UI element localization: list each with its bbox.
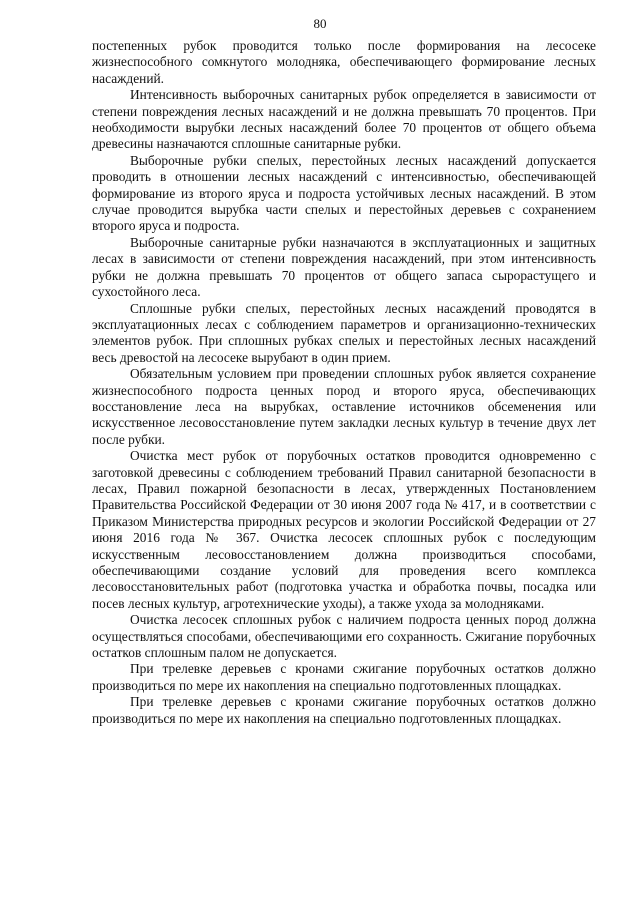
paragraph-2: Интенсивность выборочных санитарных рубок определяется в зависимости от степени повреждения лесных насаждений и не должна превышать 70 процентов. При необходимости вырубки лесных насаждений более 70 процентов от общего объема древесины назначаются сплошные санитарные рубки. xyxy=(92,87,596,152)
document-body xyxy=(92,38,596,727)
paragraph-7: Очистка мест рубок от порубочных остатков проводится одновременно с заготовкой древесины с соблюдением требований Правил санитарной безопасности в лесах, Правил пожарной безопасности в лесах, утвержденных Постановлением Правительства Российской Федерации от 30 июня 2007 года № 417, и в соответствии с Приказом Министерства природных ресурсов и экологии Российской Федерации от 27 июня 2016 года № 367. Очистка лесосек сплошных рубок с последующим искусственным лесовосстановлением должна производиться способами, обеспечивающими создание условий для проведения всего комплекса лесовосстановительных работ (подготовка участка и обработка почвы, посадка или посев лесных культур, агротехнические уходы), а также ухода за молодняками. xyxy=(92,448,596,611)
paragraph-8: Очистка лесосек сплошных рубок с наличием подроста ценных пород должна осуществляться способами, обеспечивающими его сохранность. Сжигание порубочных остатков сплошным палом не допускается. xyxy=(92,612,596,661)
paragraph-6: Обязательным условием при проведении сплошных рубок является сохранение жизнеспособного подроста ценных пород и второго яруса, обеспечивающих восстановление леса на вырубках, оставление источников обсеменения или искусственное лесовосстановление путем закладки лесных культур в течение двух лет после рубки. xyxy=(92,366,596,447)
paragraph-5: Сплошные рубки спелых, перестойных лесных насаждений проводятся в эксплуатационных лесах с соблюдением параметров и организационно-технических элементов рубок. При сплошных рубках спелых и перестойных лесных насаждений весь древостой на лесосеке вырубают в один прием. xyxy=(92,300,596,365)
paragraph-3: Выборочные рубки спелых, перестойных лесных насаждений допускается проводить в отношении лесных насаждений с интенсивностью, обеспечивающей формирование из второго яруса и подроста устойчивых лесных насаждений. В этом случае проводится вырубка части спелых и перестойных деревьев с сохранением второго яруса и подроста. xyxy=(92,152,596,234)
paragraph-9: При трелевке деревьев с кронами сжигание порубочных остатков должно производиться по мере их накопления на специально подготовленных площадках. xyxy=(92,661,596,693)
paragraph-4: Выборочные санитарные рубки назначаются в эксплуатационных и защитных лесах в зависимости от степени повреждения насаждений, при этом интенсивность рубки не должна превышать 70 процентов от общего запаса сырорастущего и сухостойного леса. xyxy=(92,234,596,300)
page-number: 80 xyxy=(313,16,327,31)
paragraph-10: При трелевке деревьев с кронами сжигание порубочных остатков должно производиться по мере их накопления на специально подготовленных площадках. xyxy=(92,694,596,726)
paragraph-1: постепенных рубок проводится только после формирования на лесосеке жизнеспособного сомкнутого молодняка, обеспечивающего формирование лесных насаждений. xyxy=(92,38,596,86)
